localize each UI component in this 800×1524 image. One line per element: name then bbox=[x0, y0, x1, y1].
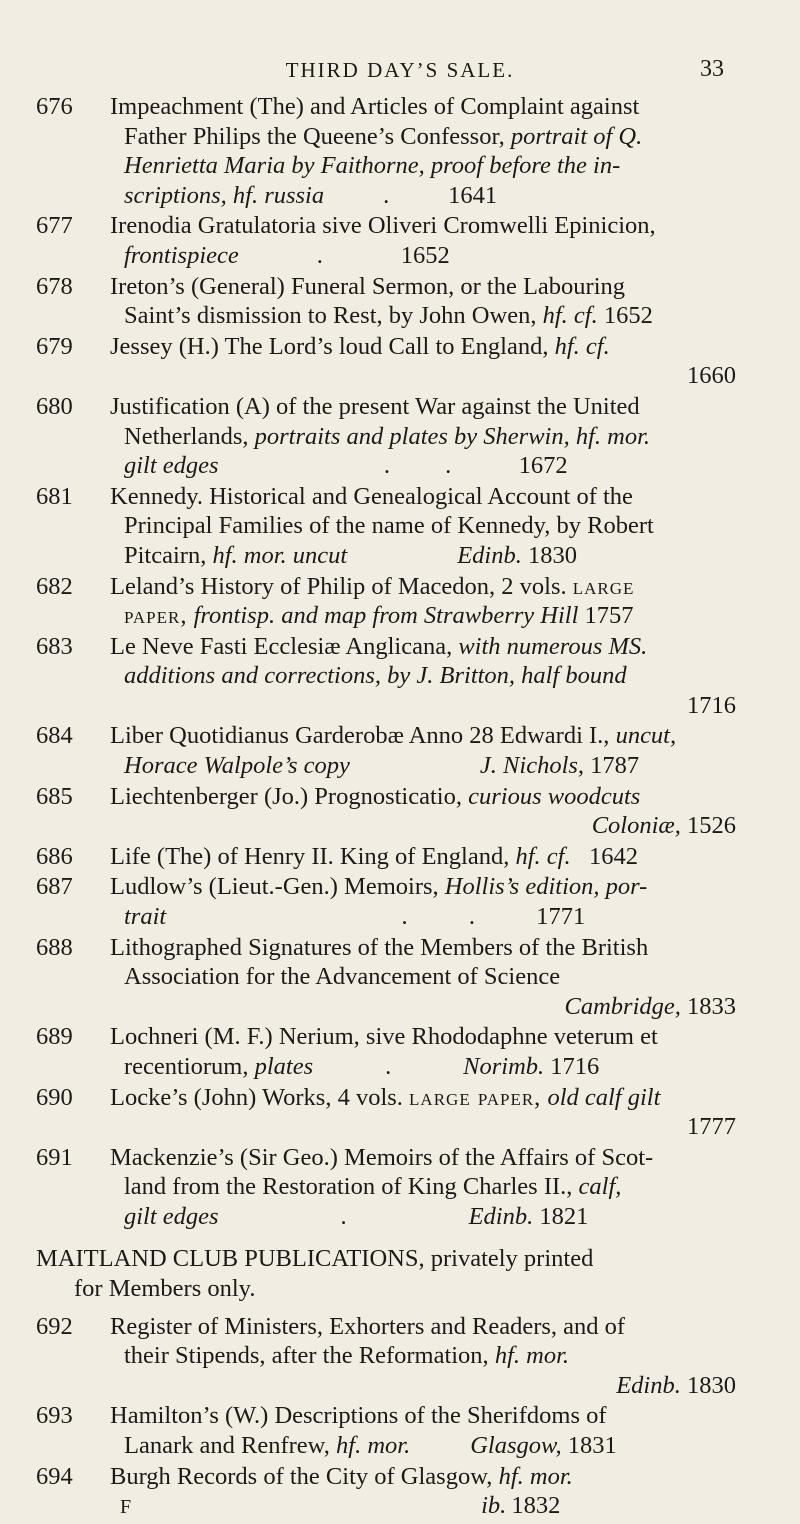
entry-line: Liber Quotidianus Garderobæ Anno 28 Edwardi I., bbox=[110, 722, 616, 750]
entry-place: ib. bbox=[481, 1492, 507, 1520]
catalogue-entry-681 bbox=[36, 482, 736, 571]
entry-note: hf. cf. bbox=[515, 842, 571, 870]
lot-number: 681 bbox=[36, 482, 73, 510]
entry-place: J. Nichols, bbox=[479, 752, 585, 780]
entry-note: frontisp. and map from Strawberry Hill bbox=[193, 602, 579, 630]
entry-note: hf. mor. bbox=[494, 1342, 570, 1370]
entry-line: Saint’s dismission to Rest, by John Owen, bbox=[124, 302, 543, 330]
catalogue-entry-687: 687 Ludlow’s (Lieut.-Gen.) Memoirs, Hollis’s edition, por- trait . . 1771 bbox=[36, 873, 648, 931]
entry-note: trait bbox=[124, 903, 167, 931]
entry-place: Glasgow, bbox=[470, 1431, 562, 1459]
entry-year: 1641 bbox=[448, 181, 498, 209]
section-subtitle: for Members only. bbox=[74, 1274, 256, 1302]
entry-year: 1831 bbox=[567, 1431, 617, 1459]
catalogue-list bbox=[36, 92, 736, 1524]
catalogue-entry-690 bbox=[36, 1083, 736, 1142]
lot-number: 694 bbox=[36, 1462, 73, 1490]
entry-line: Mackenzie’s (Sir Geo.) Memoirs of the Affairs of Scot- bbox=[110, 1143, 654, 1171]
entry-line: Leland’s History of Philip of Macedon, 2 vols. bbox=[110, 572, 567, 600]
entry-line: Pitcairn, bbox=[124, 541, 213, 569]
lot-number: 683 bbox=[36, 632, 73, 660]
entry-note: gilt edges bbox=[124, 1202, 219, 1230]
lot-number: 689 bbox=[36, 1023, 73, 1051]
entry-year: 1642 bbox=[588, 842, 638, 870]
catalogue-entry-682 bbox=[36, 572, 736, 631]
entry-year: 1830 bbox=[528, 541, 577, 569]
entry-note: Horace Walpole’s copy bbox=[124, 752, 350, 780]
entry-line: Hamilton’s (W.) Descriptions of the Sherifdoms of bbox=[110, 1402, 607, 1430]
entry-note: uncut, bbox=[615, 722, 677, 750]
lot-number: 686 bbox=[36, 842, 73, 870]
entry-year: 1771 bbox=[536, 903, 586, 931]
entry-note: curious woodcuts bbox=[468, 782, 641, 810]
catalogue-entry-688 bbox=[36, 933, 736, 1022]
entry-year: 1672 bbox=[518, 452, 568, 480]
entry-line: land from the Restoration of King Charles II., bbox=[124, 1173, 579, 1201]
lot-number: 684 bbox=[36, 722, 73, 750]
catalogue-entry-683 bbox=[36, 632, 736, 721]
catalogue-entry-678 bbox=[36, 272, 736, 331]
lot-number: 676 bbox=[36, 93, 73, 120]
lot-number: 690 bbox=[36, 1083, 73, 1111]
entry-place: Norimb. bbox=[463, 1053, 545, 1080]
lot-number: 687 bbox=[36, 873, 73, 901]
entry-note: portraits and plates by Sherwin, hf. mor. bbox=[254, 422, 651, 450]
entry-year: 1821 bbox=[539, 1202, 589, 1230]
lot-number: 691 bbox=[36, 1143, 73, 1171]
lot-number: 692 bbox=[36, 1312, 73, 1340]
catalogue-entry-693 bbox=[36, 1401, 736, 1460]
entry-year: 1526 bbox=[687, 812, 736, 840]
entry-year: 1757 bbox=[584, 602, 634, 630]
entry-note: additions and corrections, by J. Britton, half bound bbox=[124, 662, 627, 690]
lot-number: 682 bbox=[36, 572, 73, 600]
entry-year: 1787 bbox=[590, 752, 640, 780]
entry-place: Edinb. bbox=[457, 541, 522, 569]
section-subtitle: privately printed bbox=[424, 1244, 594, 1272]
entry-note: old calf gilt bbox=[547, 1083, 661, 1111]
entry-line: Liechtenberger (Jo.) Prognosticatio, bbox=[110, 782, 469, 810]
catalogue-entry-686 bbox=[36, 842, 736, 872]
catalogue-entry-677: 677 Irenodia Gratulatoria sive Oliveri Cromwelli Epinicion, frontispiece . 1652 bbox=[36, 211, 736, 270]
entry-note: hf. mor. bbox=[498, 1462, 573, 1490]
catalogue-entry-694 bbox=[36, 1462, 736, 1523]
maitland-club-list bbox=[36, 1312, 736, 1523]
lot-number: 693 bbox=[36, 1402, 73, 1430]
entry-line: Association for the Advancement of Science bbox=[124, 963, 561, 991]
entry-year: 1652 bbox=[603, 302, 653, 330]
entry-format: paper, bbox=[124, 602, 188, 630]
section-heading bbox=[36, 1244, 736, 1304]
entry-note: Hollis’s edition, por- bbox=[444, 873, 648, 901]
entry-year: 1777 bbox=[687, 1113, 736, 1141]
catalogue-entry-676: 676 Impeachment (The) and Articles of Complaint against Father Philips the Queene’s Confessor, portrait of Q. Henrietta Maria by Faithorne, proof before the in- scriptions, hf. russia . 1641 bbox=[36, 92, 736, 210]
lot-number: 685 bbox=[36, 782, 73, 810]
entry-line: Lochneri (M. F.) Nerium, sive Rhododaphne veterum et bbox=[110, 1023, 658, 1051]
running-head: THIRD DAY’S SALE. bbox=[285, 58, 515, 82]
entry-note: portrait of Q. bbox=[510, 122, 643, 150]
entry-line: Principal Families of the name of Kennedy, by Robert bbox=[124, 512, 654, 540]
entry-line: Ludlow’s (Lieut.-Gen.) Memoirs, bbox=[110, 873, 445, 901]
lot-number: 679 bbox=[36, 332, 73, 360]
entry-line: Register of Ministers, Exhorters and Readers, and of bbox=[110, 1312, 626, 1340]
entry-note: hf. mor. bbox=[336, 1431, 411, 1459]
page-number: 33 bbox=[700, 56, 724, 82]
entry-note: scriptions, hf. russia bbox=[124, 181, 325, 209]
entry-line: Lanark and Renfrew, bbox=[124, 1431, 337, 1459]
entry-year: 1716 bbox=[687, 691, 736, 719]
lot-number: 677 bbox=[36, 212, 73, 240]
entry-line: Netherlands, bbox=[124, 422, 255, 450]
catalogue-entry-684 bbox=[36, 721, 736, 780]
page-header bbox=[0, 0, 800, 86]
entry-place: Edinb. bbox=[468, 1202, 534, 1230]
entry-line: recentiorum, bbox=[124, 1053, 255, 1080]
entry-note: frontispiece bbox=[124, 241, 239, 269]
entry-note: gilt edges bbox=[124, 452, 219, 480]
entry-place: Edinb. bbox=[616, 1371, 681, 1399]
entry-line: Le Neve Fasti Ecclesiæ Anglicana, bbox=[110, 632, 459, 660]
entry-line: Irenodia Gratulatoria sive Oliveri Cromwelli Epinicion, bbox=[110, 212, 656, 240]
catalogue-entry-680: 680 Justification (A) of the present War against the United Netherlands, portraits and plates by Sherwin, hf. mor. gilt edges . . 1672 bbox=[36, 392, 736, 481]
entry-note: hf. cf. bbox=[542, 302, 598, 330]
entry-place: Coloniæ, bbox=[591, 812, 681, 840]
entry-note: hf. cf. bbox=[554, 332, 610, 360]
catalogue-entry-679 bbox=[36, 332, 736, 391]
catalogue-entry-692 bbox=[36, 1312, 736, 1401]
entry-year: 1716 bbox=[550, 1053, 600, 1080]
entry-line: Impeachment (The) and Articles of Complaint against bbox=[110, 93, 640, 120]
entry-place: Cambridge, bbox=[564, 992, 681, 1020]
entry-line: Burgh Records of the City of Glasgow, bbox=[110, 1462, 499, 1490]
entry-note: calf, bbox=[578, 1173, 622, 1201]
entry-line: their Stipends, after the Reformation, bbox=[124, 1342, 495, 1370]
entry-line: Father Philips the Queene’s Confessor, bbox=[124, 122, 511, 150]
entry-year: 1832 bbox=[511, 1492, 561, 1520]
section-title: MAITLAND CLUB PUBLICATIONS, bbox=[36, 1244, 425, 1272]
entry-year: 1833 bbox=[687, 992, 736, 1020]
entry-year: 1830 bbox=[687, 1371, 736, 1399]
catalogue-entry-685 bbox=[36, 782, 736, 841]
lot-number: 678 bbox=[36, 272, 73, 300]
catalogue-entry-689: 689 Lochneri (M. F.) Nerium, sive Rhododaphne veterum et recentiorum, plates . Norimb. 1716 bbox=[36, 1022, 736, 1081]
catalogue-entry-691: 691 Mackenzie’s (Sir Geo.) Memoirs of the Affairs of Scot- land from the Restoration of King Charles II., calf, gilt edges . Edinb. 1821 bbox=[36, 1143, 736, 1232]
entry-line: Kennedy. Historical and Genealogical Account of the bbox=[110, 482, 633, 510]
entry-format: large bbox=[572, 572, 635, 600]
lot-number: 688 bbox=[36, 933, 73, 961]
entry-year: 1660 bbox=[687, 362, 736, 390]
entry-note: with numerous MS. bbox=[458, 632, 648, 660]
lot-number: 680 bbox=[36, 392, 73, 420]
entry-note: hf. mor. uncut bbox=[212, 541, 348, 569]
entry-line: Ireton’s (General) Funeral Sermon, or the Labouring bbox=[110, 272, 626, 300]
entry-line: Henrietta Maria by Faithorne, proof before the in- bbox=[124, 152, 621, 180]
entry-line: Life (The) of Henry II. King of England, bbox=[110, 842, 516, 870]
entry-year: 1652 bbox=[400, 241, 450, 269]
signature-mark: F bbox=[120, 1496, 132, 1519]
entry-line: Lithographed Signatures of the Members of the British bbox=[110, 933, 649, 961]
entry-line: Locke’s (John) Works, 4 vols. bbox=[110, 1083, 403, 1111]
entry-note: plates bbox=[254, 1053, 314, 1080]
entry-format: large paper, bbox=[409, 1083, 542, 1111]
entry-line: Jessey (H.) The Lord’s loud Call to England, bbox=[110, 332, 555, 360]
entry-line: Justification (A) of the present War against the United bbox=[110, 392, 640, 420]
